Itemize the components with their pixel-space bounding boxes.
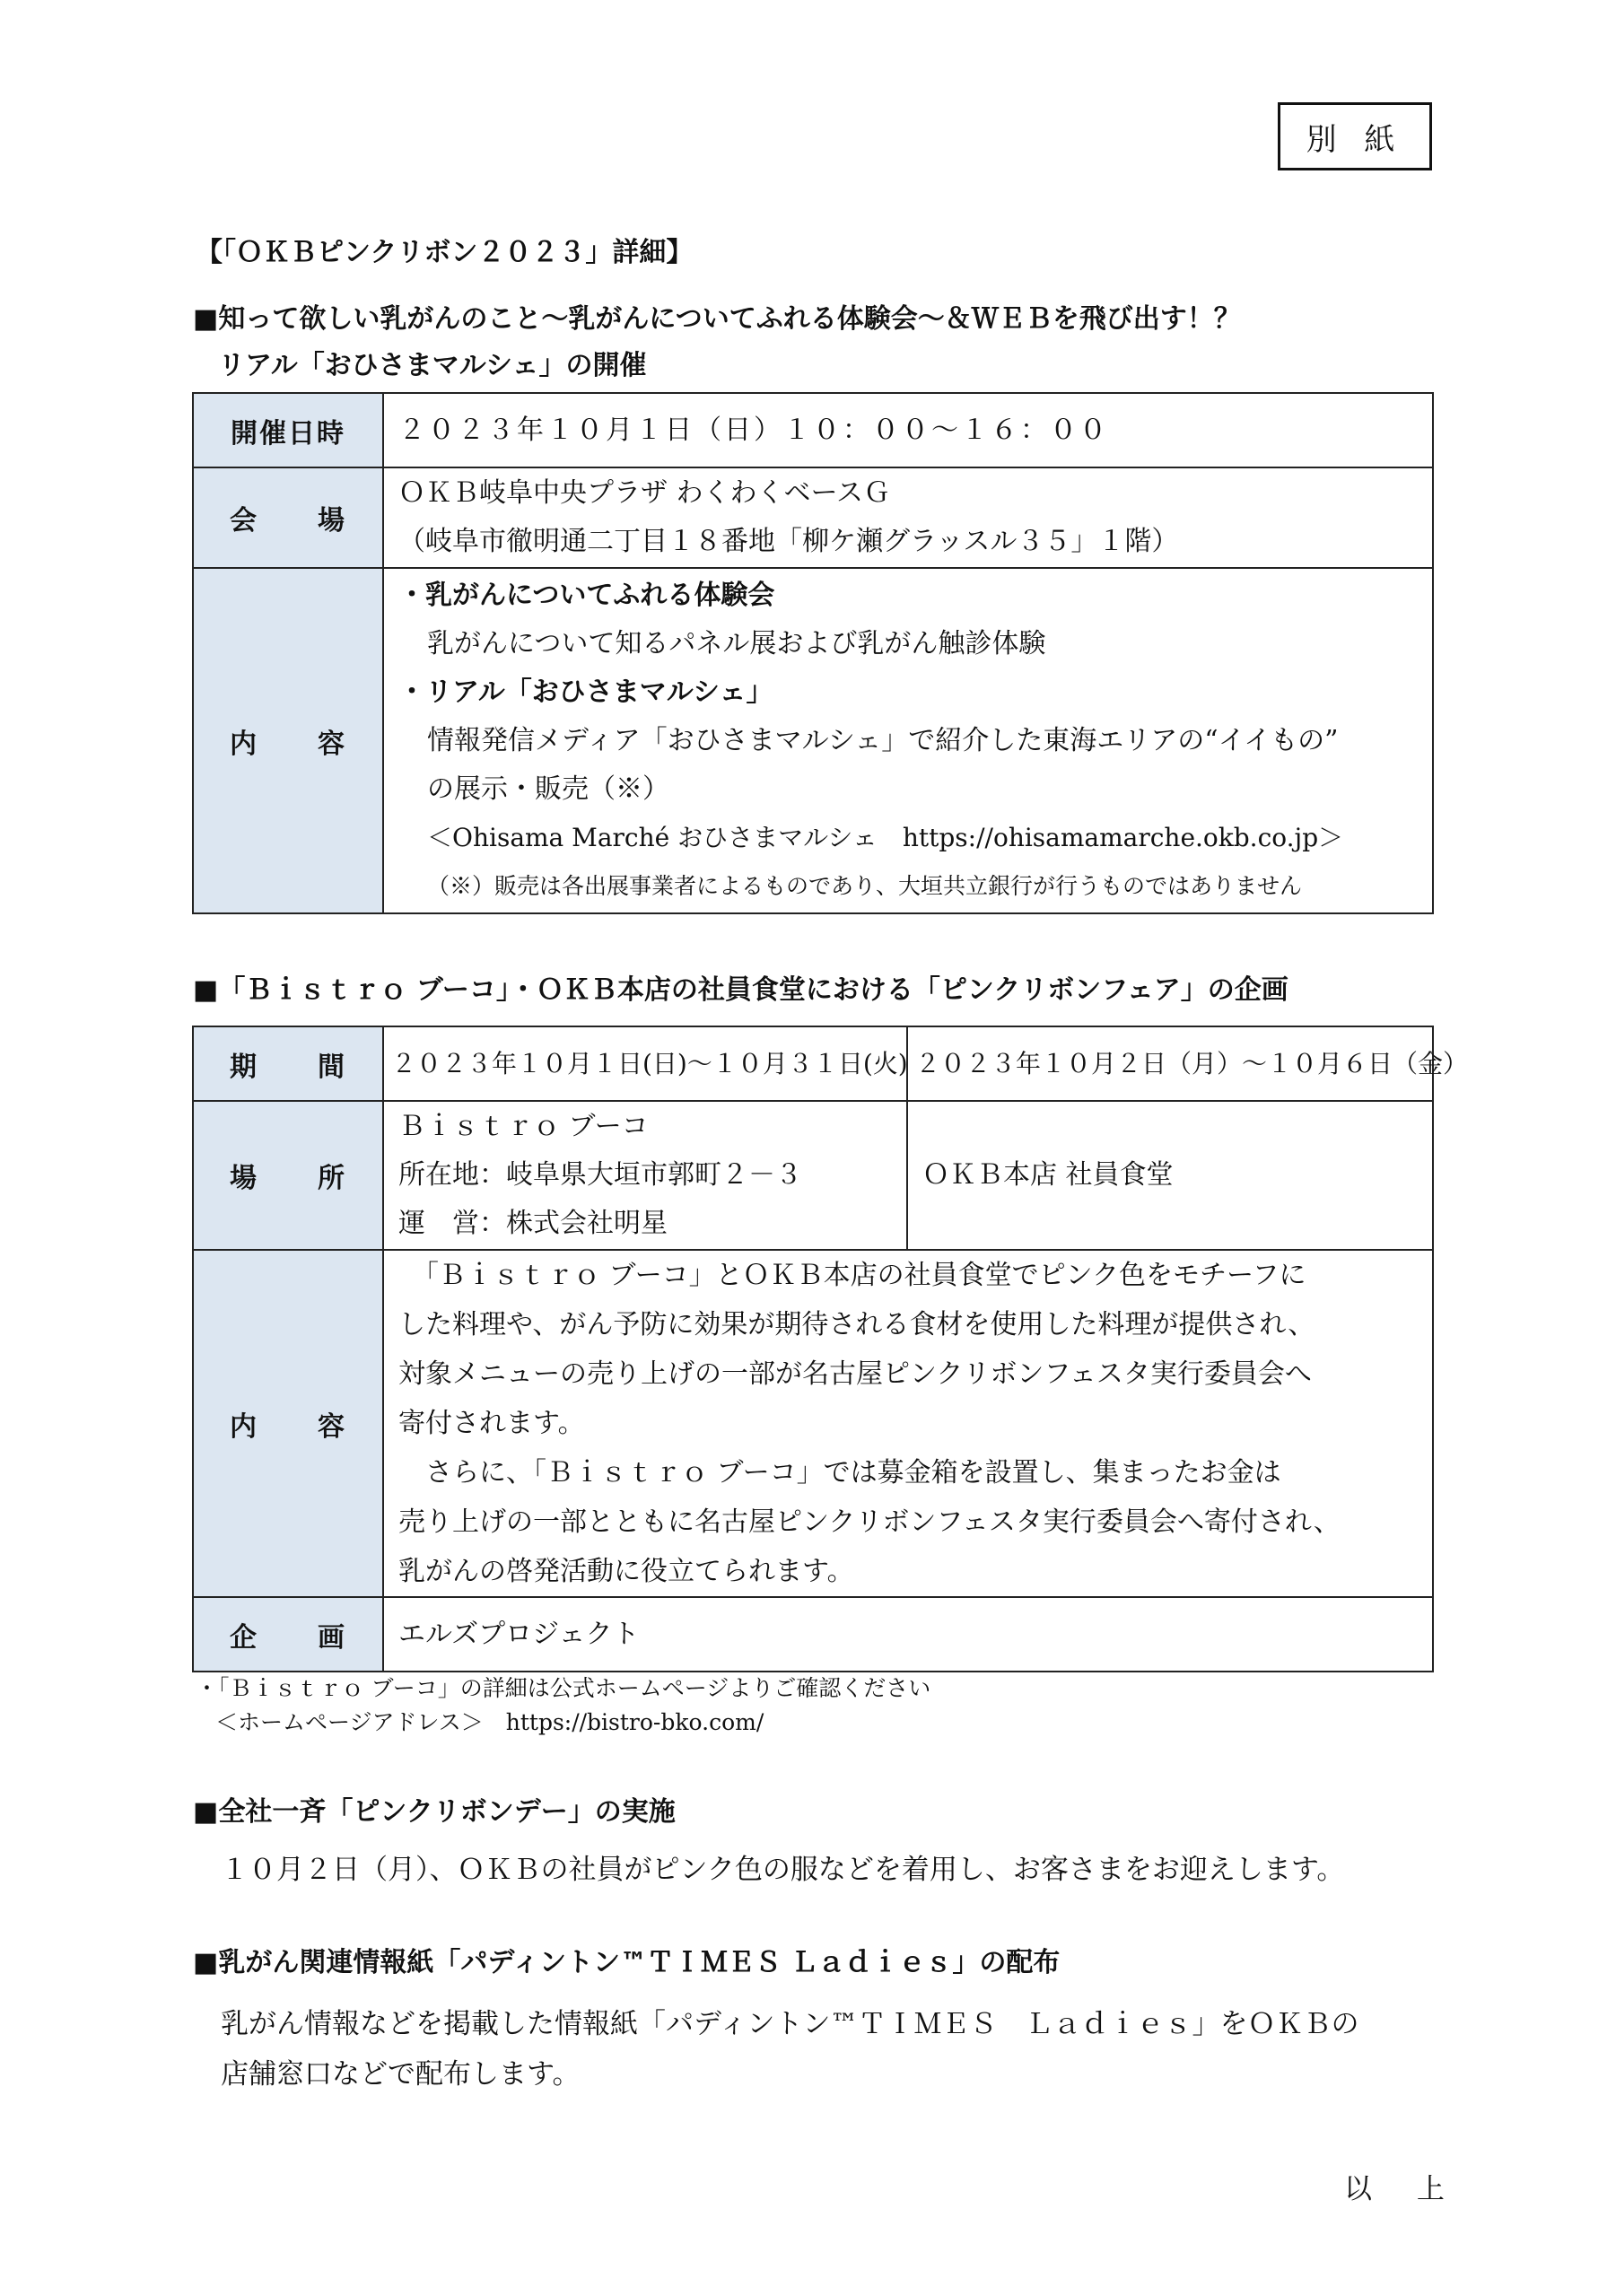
plan-value: エルズプロジェクト — [383, 1597, 1433, 1672]
item1-desc: 乳がんについて知るパネル展および乳がん触診体験 — [427, 627, 1046, 659]
section1-heading-line1: ■知って欲しい乳がんのこと～乳がんについてふれる体験会～＆ＷＥＢを飛び出す！？ — [193, 303, 1241, 335]
place-okb: ＯＫＢ本店 社員食堂 — [907, 1101, 1433, 1250]
bistro-address: 所在地：岐阜県大垣市郭町２－３ — [398, 1159, 802, 1191]
bistro-name: Ｂｉｓｔｒｏ ブーコ — [398, 1111, 649, 1142]
marche-url-line[interactable]: ＜Ohisama Marché おひさまマルシェ https://ohisamamarche.okb.co.jp＞ — [427, 822, 1344, 852]
item1-title: ・乳がんについてふれる体験会 — [398, 579, 775, 611]
section4-body-line2: 店舗窓口などで配布します。 — [221, 2058, 581, 2091]
section1-heading-line2: リアル「おひさまマルシェ」の開催 — [218, 350, 647, 381]
content-line: 「Ｂｉｓｔｒｏ ブーコ」とＯＫＢ本店の社員食堂でピンク色をモチーフに — [398, 1260, 1306, 1291]
place-label: 場 所 — [193, 1101, 383, 1250]
period-row — [193, 1026, 1433, 1101]
content-line: 対象メニューの売り上げの一部が名古屋ピンクリボンフェスタ実行委員会へ — [398, 1358, 1312, 1390]
item2-title: ・リアル「おひさまマルシェ」 — [398, 676, 773, 708]
content-line: 売り上げの一部とともに名古屋ピンクリボンフェスタ実行委員会へ寄付され、 — [398, 1506, 1341, 1538]
date-row — [193, 393, 1433, 467]
section4-body-line1: 乳がん情報などを掲載した情報紙「パディントン™ＴＩＭＥＳ Ｌａｄｉｅｓ」をＯＫＢの — [221, 2008, 1359, 2040]
place-row — [193, 1101, 1433, 1250]
content-line: 乳がんの啓発活動に役立てられます。 — [398, 1556, 854, 1587]
bistro-note: ・「Ｂｉｓｔｒｏ ブーコ」の詳細は公式ホームページよりご確認ください — [196, 1675, 931, 1701]
date-label: 開催日時 — [193, 393, 383, 467]
content-value — [383, 568, 1433, 913]
period-label: 期 間 — [193, 1026, 383, 1101]
section3-heading: ■全社一斉「ピンクリボンデー」の実施 — [193, 1796, 676, 1828]
item2-desc1: 情報発信メディア「おひさまマルシェ」で紹介した東海エリアの“イイもの” — [427, 724, 1339, 756]
sales-footnote: （※）販売は各出展事業者によるものであり、大垣共立銀行が行うものではありません — [427, 872, 1303, 899]
period-okb: ２０２３年１０月２日（月）～１０月６日（金） — [907, 1026, 1433, 1101]
plan-label: 企 画 — [193, 1597, 383, 1672]
section2-heading: ■「Ｂｉｓｔｒｏ ブーコ」・ＯＫＢ本店の社員食堂における「ピンクリボンフェア」の企画 — [193, 974, 1288, 1006]
period-bistro: ２０２３年１０月１日(日)～１０月３１日(火) — [383, 1026, 907, 1101]
venue-address: （岐阜市徹明通二丁目１８番地「柳ケ瀬グラッスル３５」１階） — [398, 526, 1179, 557]
place-bistro — [383, 1101, 907, 1250]
attachment-stamp: 別 紙 — [1278, 102, 1432, 170]
bistro-content-value — [383, 1250, 1433, 1597]
closing-mark: 以 上 — [1344, 2173, 1463, 2205]
venue-label: 会 場 — [193, 467, 383, 568]
bistro-url[interactable]: ＜ホームページアドレス＞ https://bistro-bko.com/ — [215, 1709, 764, 1735]
plan-row — [193, 1597, 1433, 1672]
venue-name: ＯＫＢ岐阜中央プラザ わくわくベースＧ — [398, 477, 891, 509]
date-value: ２０２３年１０月１日（日）１０：００～１６：００ — [383, 393, 1433, 467]
bistro-content-row — [193, 1250, 1433, 1597]
venue-value — [383, 467, 1433, 568]
content-line: さらに、「Ｂｉｓｔｒｏ ブーコ」では募金箱を設置し、集まったお金は — [398, 1457, 1281, 1488]
section3-body: １０月２日（月）、ＯＫＢの社員がピンク色の服などを着用し、お客さまをお迎えします。 — [221, 1854, 1345, 1886]
content-row — [193, 568, 1433, 913]
bistro-content-label: 内 容 — [193, 1250, 383, 1597]
content-label: 内 容 — [193, 568, 383, 913]
bistro-operator: 運 営：株式会社明星 — [398, 1208, 668, 1239]
content-line: した料理や、がん予防に効果が期待される食材を使用した料理が提供され、 — [398, 1309, 1315, 1340]
section4-heading: ■乳がん関連情報紙「パディントン™ＴＩＭＥＳ Ｌａｄｉｅｓ」の配布 — [193, 1947, 1061, 1978]
event-table — [192, 392, 1434, 914]
item2-desc2: の展示・販売（※） — [427, 773, 669, 805]
bistro-table — [192, 1026, 1469, 1672]
content-line: 寄付されます。 — [398, 1408, 585, 1439]
section1-heading — [193, 296, 1241, 389]
document-title: 【「ＯＫＢピンクリボン２０２３」詳細】 — [196, 237, 694, 268]
venue-row — [193, 467, 1433, 568]
